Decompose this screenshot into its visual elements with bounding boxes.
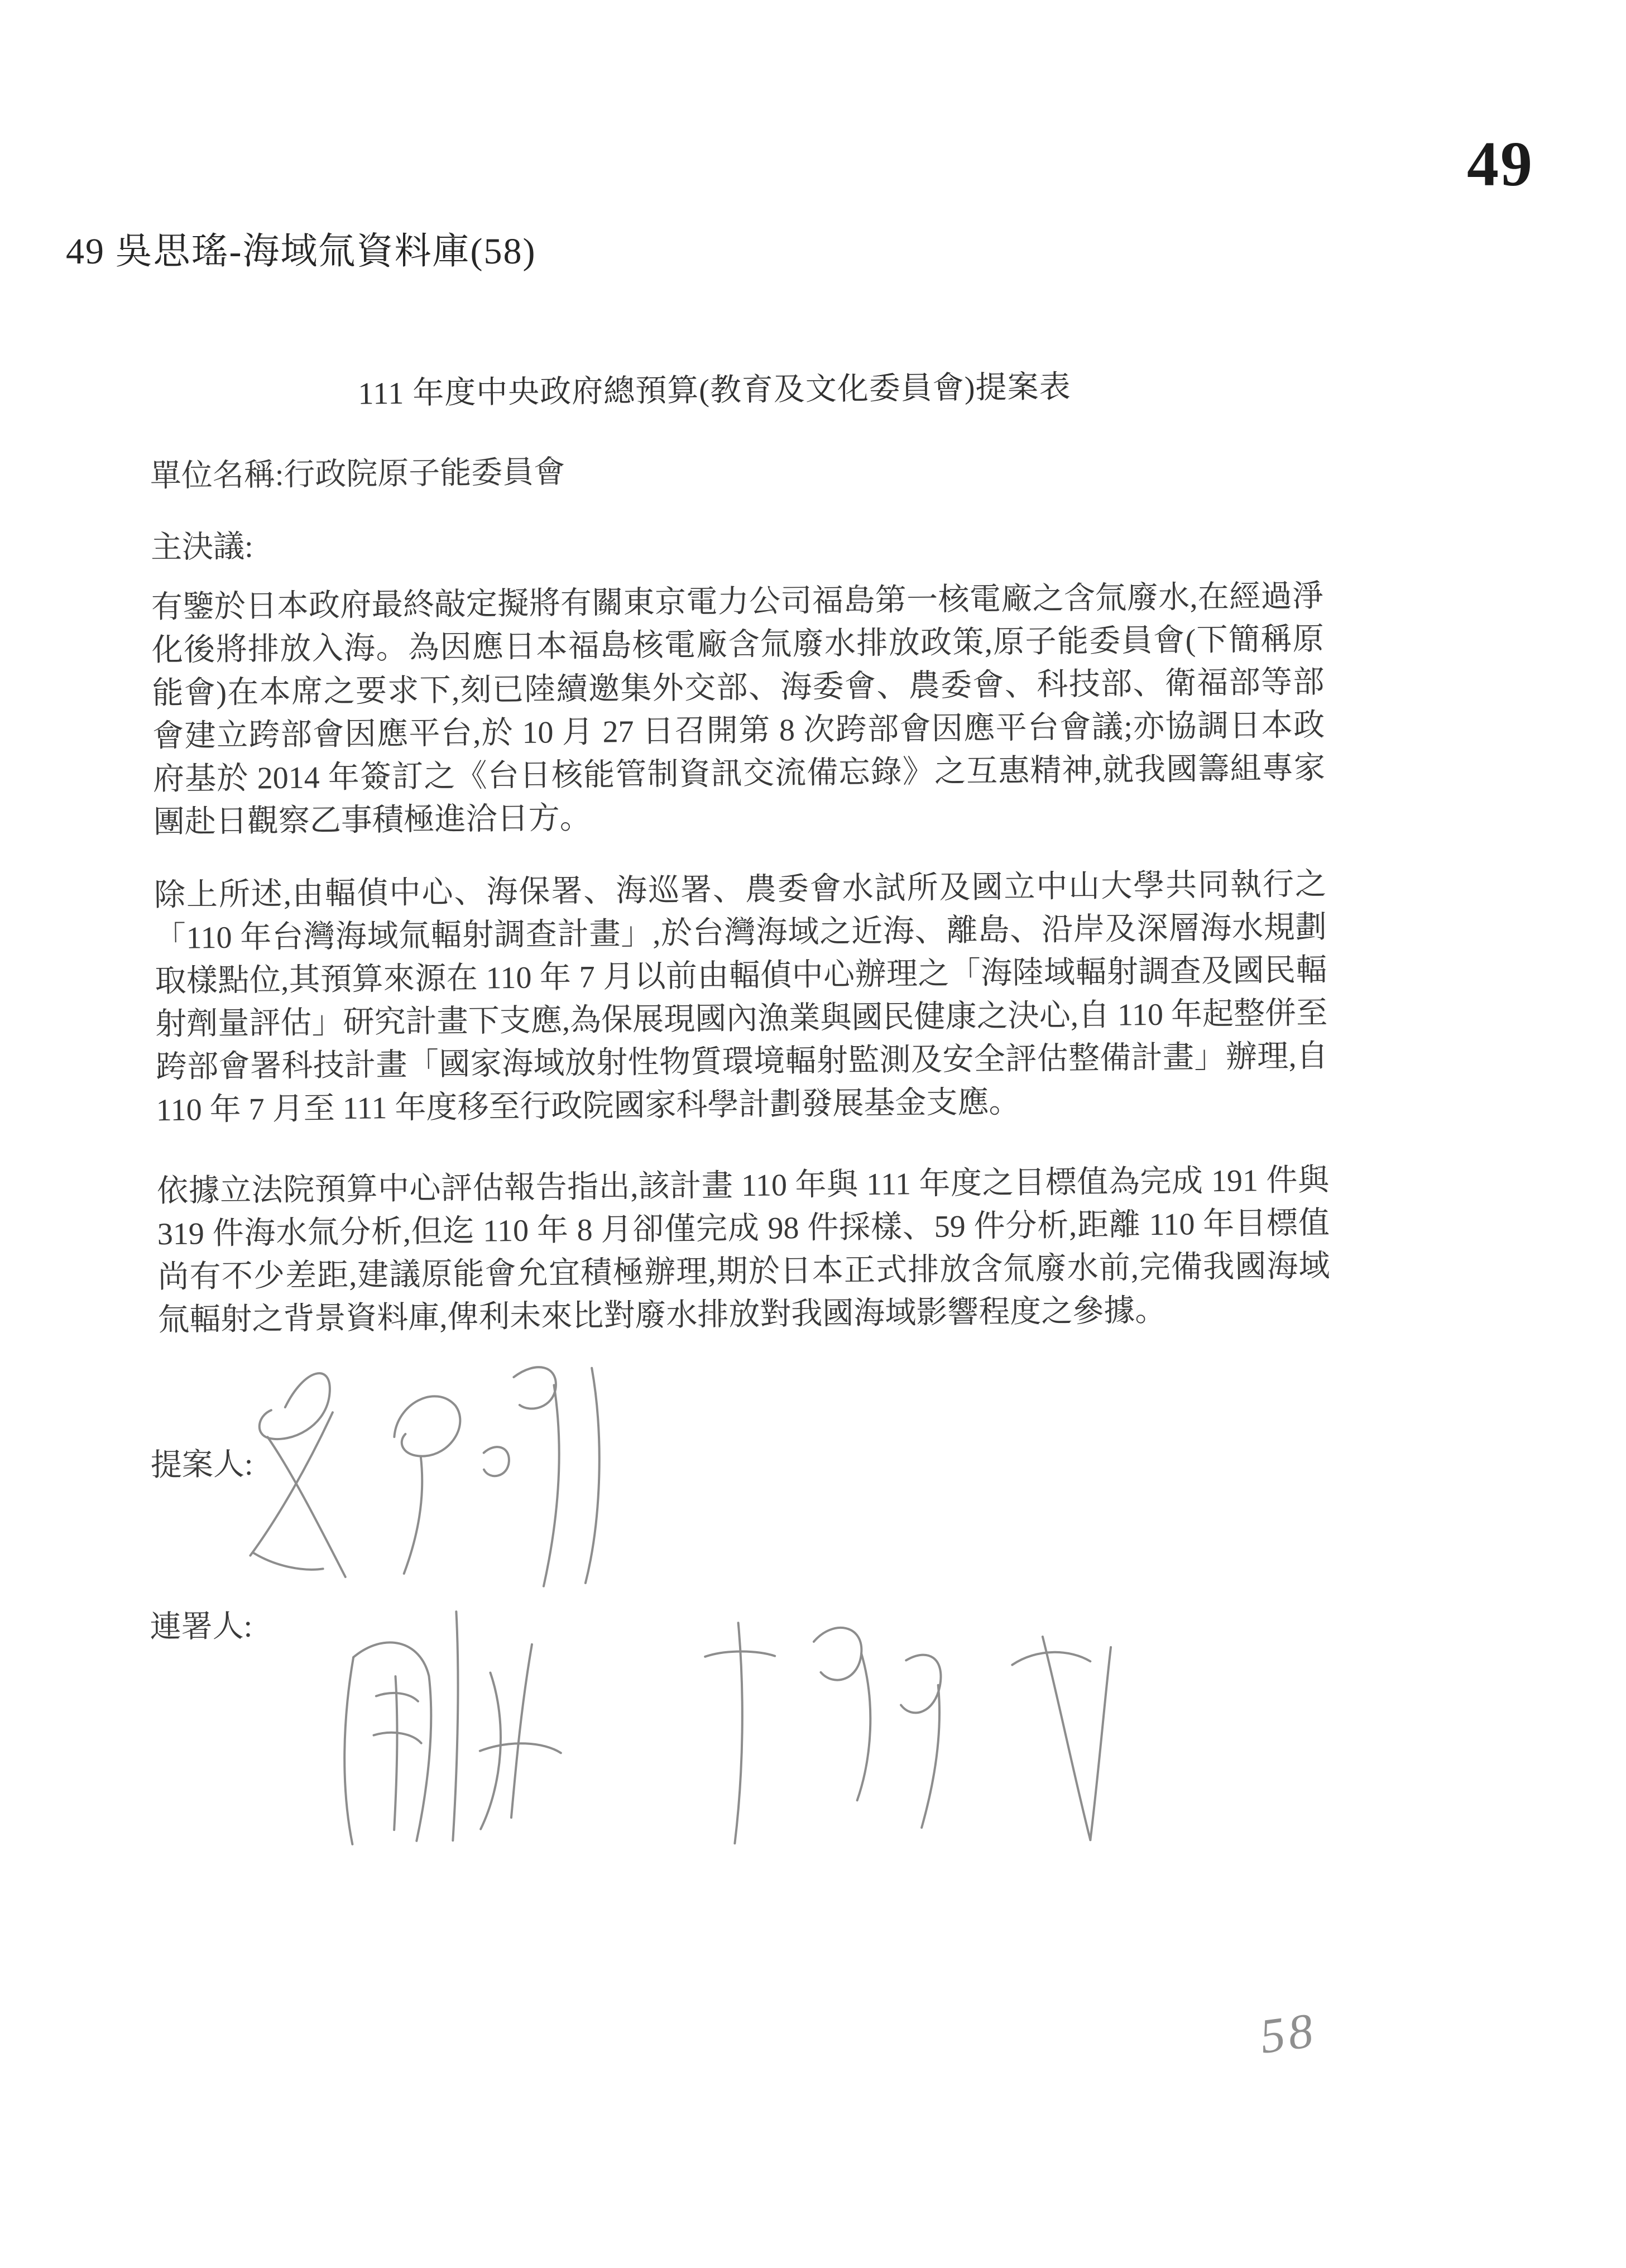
paragraph-1: 有鑒於日本政府最終敲定擬將有關東京電力公司福島第一核電廠之含氚廢水,在經過淨化後將排放入海。為因應日本福島核電廠含氚廢水排放政策,原子能委員會(下簡稱原能會)在本席之要求下,刻已陸續邀集外交部、海委會、農委會、科技部、衛福部等部會建立跨部會因應平台,於 10 月 27 日召開第 8 次跨部會因應平台會議;亦協調日本政府基於 2014 年簽訂之《台日核能管制資訊交流備忘錄》之互惠精神,就我國籌組專家團赴日觀察乙事積極進洽日方。 [151, 579, 1326, 840]
cosigner-label: 連署人: [150, 1609, 253, 1645]
resolution-label: 主決議: [150, 529, 253, 565]
proposer-label: 提案人: [150, 1447, 253, 1483]
cosigner-signatures-handwriting [311, 1600, 1128, 1853]
proposer-signature-handwriting [201, 1350, 683, 1595]
unit-name-line: 單位名稱:行政院原子能委員會 [150, 455, 565, 494]
page-title: 111 年度中央政府總預算(教育及文化委員會)提案表 [358, 370, 1071, 411]
paragraph-3: 依據立法院預算中心評估報告指出,該計畫 110 年與 111 年度之目標值為完成 191 件與 319 件海水氚分析,但迄 110 年 8 月卻僅完成 98 件採樣、59 件分析,距離 110 年目標值尚有不少差距,建議原能會允宜積極辦理,期於日本正式排放含氚廢水前,完備我國海域氚輻射之背景資料庫,俾利未來比對廢水排放對我國海域影響程度之參據。 [156, 1163, 1330, 1338]
document-header: 49 吳思瑤-海域氚資料庫(58) [66, 231, 536, 272]
corner-page-number: 49 [1467, 128, 1534, 199]
handwritten-page-ref: 58 [1256, 2003, 1320, 2064]
paragraph-2: 除上所述,由輻偵中心、海保署、海巡署、農委會水試所及國立中山大學共同執行之「110 年台灣海域氚輻射調查計畫」,於台灣海域之近海、離島、沿岸及深層海水規劃取樣點位,其預算來源在 110 年 7 月以前由輻偵中心辦理之「海陸域輻射調查及國民輻射劑量評估」研究計畫下支應,為保展現國內漁業與國民健康之決心,自 110 年起整併至跨部會署科技計畫「國家海域放射性物質環境輻射監測及安全評估整備計畫」辦理,自 110 年 7 月至 111 年度移至行政院國家科學計劃發展基金支應。 [154, 867, 1328, 1128]
